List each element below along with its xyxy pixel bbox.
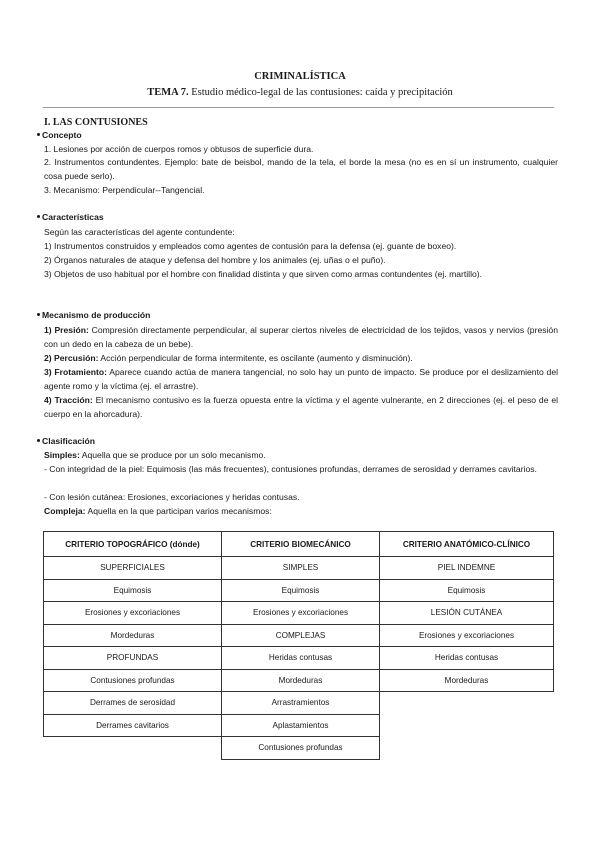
table-header-row [44,532,554,557]
caracteristicas-heading: Características [37,212,104,222]
table-cell-empty [380,692,554,715]
table-cell: Contusiones profundas [222,737,380,760]
clasificacion-heading: Clasificación [37,436,95,446]
table-cell: Erosiones y excoriaciones [222,602,380,625]
header-topografico: CRITERIO TOPOGRÁFICO (dónde) [44,532,222,557]
table-cell: Derrames de serosidad [44,692,222,715]
simples-line: Simples: Aquella que se produce por un solo mecanismo. [44,450,266,460]
caracteristicas-line: 2) Órganos naturales de ataque y defensa del hombre y los animales (ej. uñas o el puño). [44,255,386,265]
table-row [44,669,554,692]
table-cell: Equimosis [222,579,380,602]
table-row [44,737,554,760]
header-divider [43,107,554,108]
table-cell: Mordeduras [44,624,222,647]
document-title: CRIMINALÍSTICA [254,71,346,82]
integridad-line: - Con integridad de la piel: Equimosis (las más frecuentes), contusiones profundas, derrames de serosidad y derrames cavitarios. [44,464,537,474]
table-cell: PIEL INDEMNE [380,557,554,580]
mecanismo-item: 1) Presión: Compresión directamente perpendicular, al superar ciertos niveles de electricidad de los tejidos, vasos y nervios (presión con un dedo en la cabeza de un bebe). [44,325,558,349]
table-cell: Arrastramientos [222,692,380,715]
mecanismo-item: 2) Percusión: Acción perpendicular de forma intermitente, es oscilante (aumento y disminución). [44,353,413,363]
table-cell: Heridas contusas [222,647,380,670]
table-cell: LESIÓN CUTÁNEA [380,602,554,625]
tema-label: TEMA 7. [147,87,189,98]
compleja-line: Compleja: Aquella en la que participan varios mecanismos: [44,506,272,516]
table-cell: Erosiones y excoriaciones [44,602,222,625]
table-cell: Mordeduras [380,669,554,692]
lesion-line: - Con lesión cutánea: Erosiones, excoriaciones y heridas contusas. [44,492,300,502]
table-cell: Aplastamientos [222,714,380,737]
table-row [44,624,554,647]
table-cell: SUPERFICIALES [44,557,222,580]
caracteristicas-line: 1) Instrumentos construidos y empleados como agentes de contusión para la defensa (ej. guante de boxeo). [44,241,457,251]
header-biomecanico: CRITERIO BIOMECÁNICO [222,532,380,557]
table-cell: Mordeduras [222,669,380,692]
table-row [44,602,554,625]
table-cell-empty [44,737,222,760]
table-row [44,579,554,602]
mecanismo-item: 3) Frotamiento: Aparece cuando actúa de manera tangencial, no solo hay un punto de impacto. Se produce por el deslizamiento del agente romo y la víctima (ej. el arrastre). [44,367,559,391]
table-cell: SIMPLES [222,557,380,580]
section-title: I. LAS CONTUSIONES [44,117,148,128]
table-cell-empty [380,714,554,737]
mecanismo-heading: Mecanismo de producción [37,310,150,320]
bullet-icon [37,133,40,136]
table-cell-empty [380,737,554,760]
table-row [44,692,554,715]
bullet-icon [37,215,40,218]
mecanismo-item: 4) Tracción: El mecanismo contusivo es la fuerza opuesta entre la víctima y el agente vulnerante, en 2 direcciones (ej. el peso de el cuerpo en la ahorcadura). [44,395,559,419]
table-row [44,557,554,580]
concepto-line: 3. Mecanismo: Perpendicular--Tangencial. [44,185,205,195]
table-row [44,647,554,670]
bullet-icon [37,439,40,442]
concepto-line: 2. Instrumentos contundentes. Ejemplo: bate de beisbol, mando de la tela, el borde la mesa (no es en sí un instrumento, cualquier cosa puede serlo). [44,157,558,181]
document-subtitle [0,87,600,98]
concepto-line: 1. Lesiones por acción de cuerpos romos y obtusos de superficie dura. [44,144,314,154]
table-cell: COMPLEJAS [222,624,380,647]
table-cell: Heridas contusas [380,647,554,670]
table-cell: Equimosis [44,579,222,602]
table-cell: Equimosis [380,579,554,602]
bullet-icon [37,313,40,316]
header-anatomico: CRITERIO ANATÓMICO-CLÍNICO [380,532,554,557]
caracteristicas-line: 3) Objetos de uso habitual por el hombre con finalidad distinta y que sirven como armas contundentes (ej. martillo). [44,269,483,279]
table-cell: Derrames cavitarios [44,714,222,737]
table-cell: PROFUNDAS [44,647,222,670]
tema-text: Estudio médico-legal de las contusiones: caída y precipitación [191,87,453,98]
caracteristicas-intro: Según las características del agente contundente: [44,227,235,237]
table-cell: Contusiones profundas [44,669,222,692]
table-row [44,714,554,737]
criteria-table [43,531,554,760]
table-cell: Erosiones y excoriaciones [380,624,554,647]
concepto-heading: Concepto [37,130,82,140]
